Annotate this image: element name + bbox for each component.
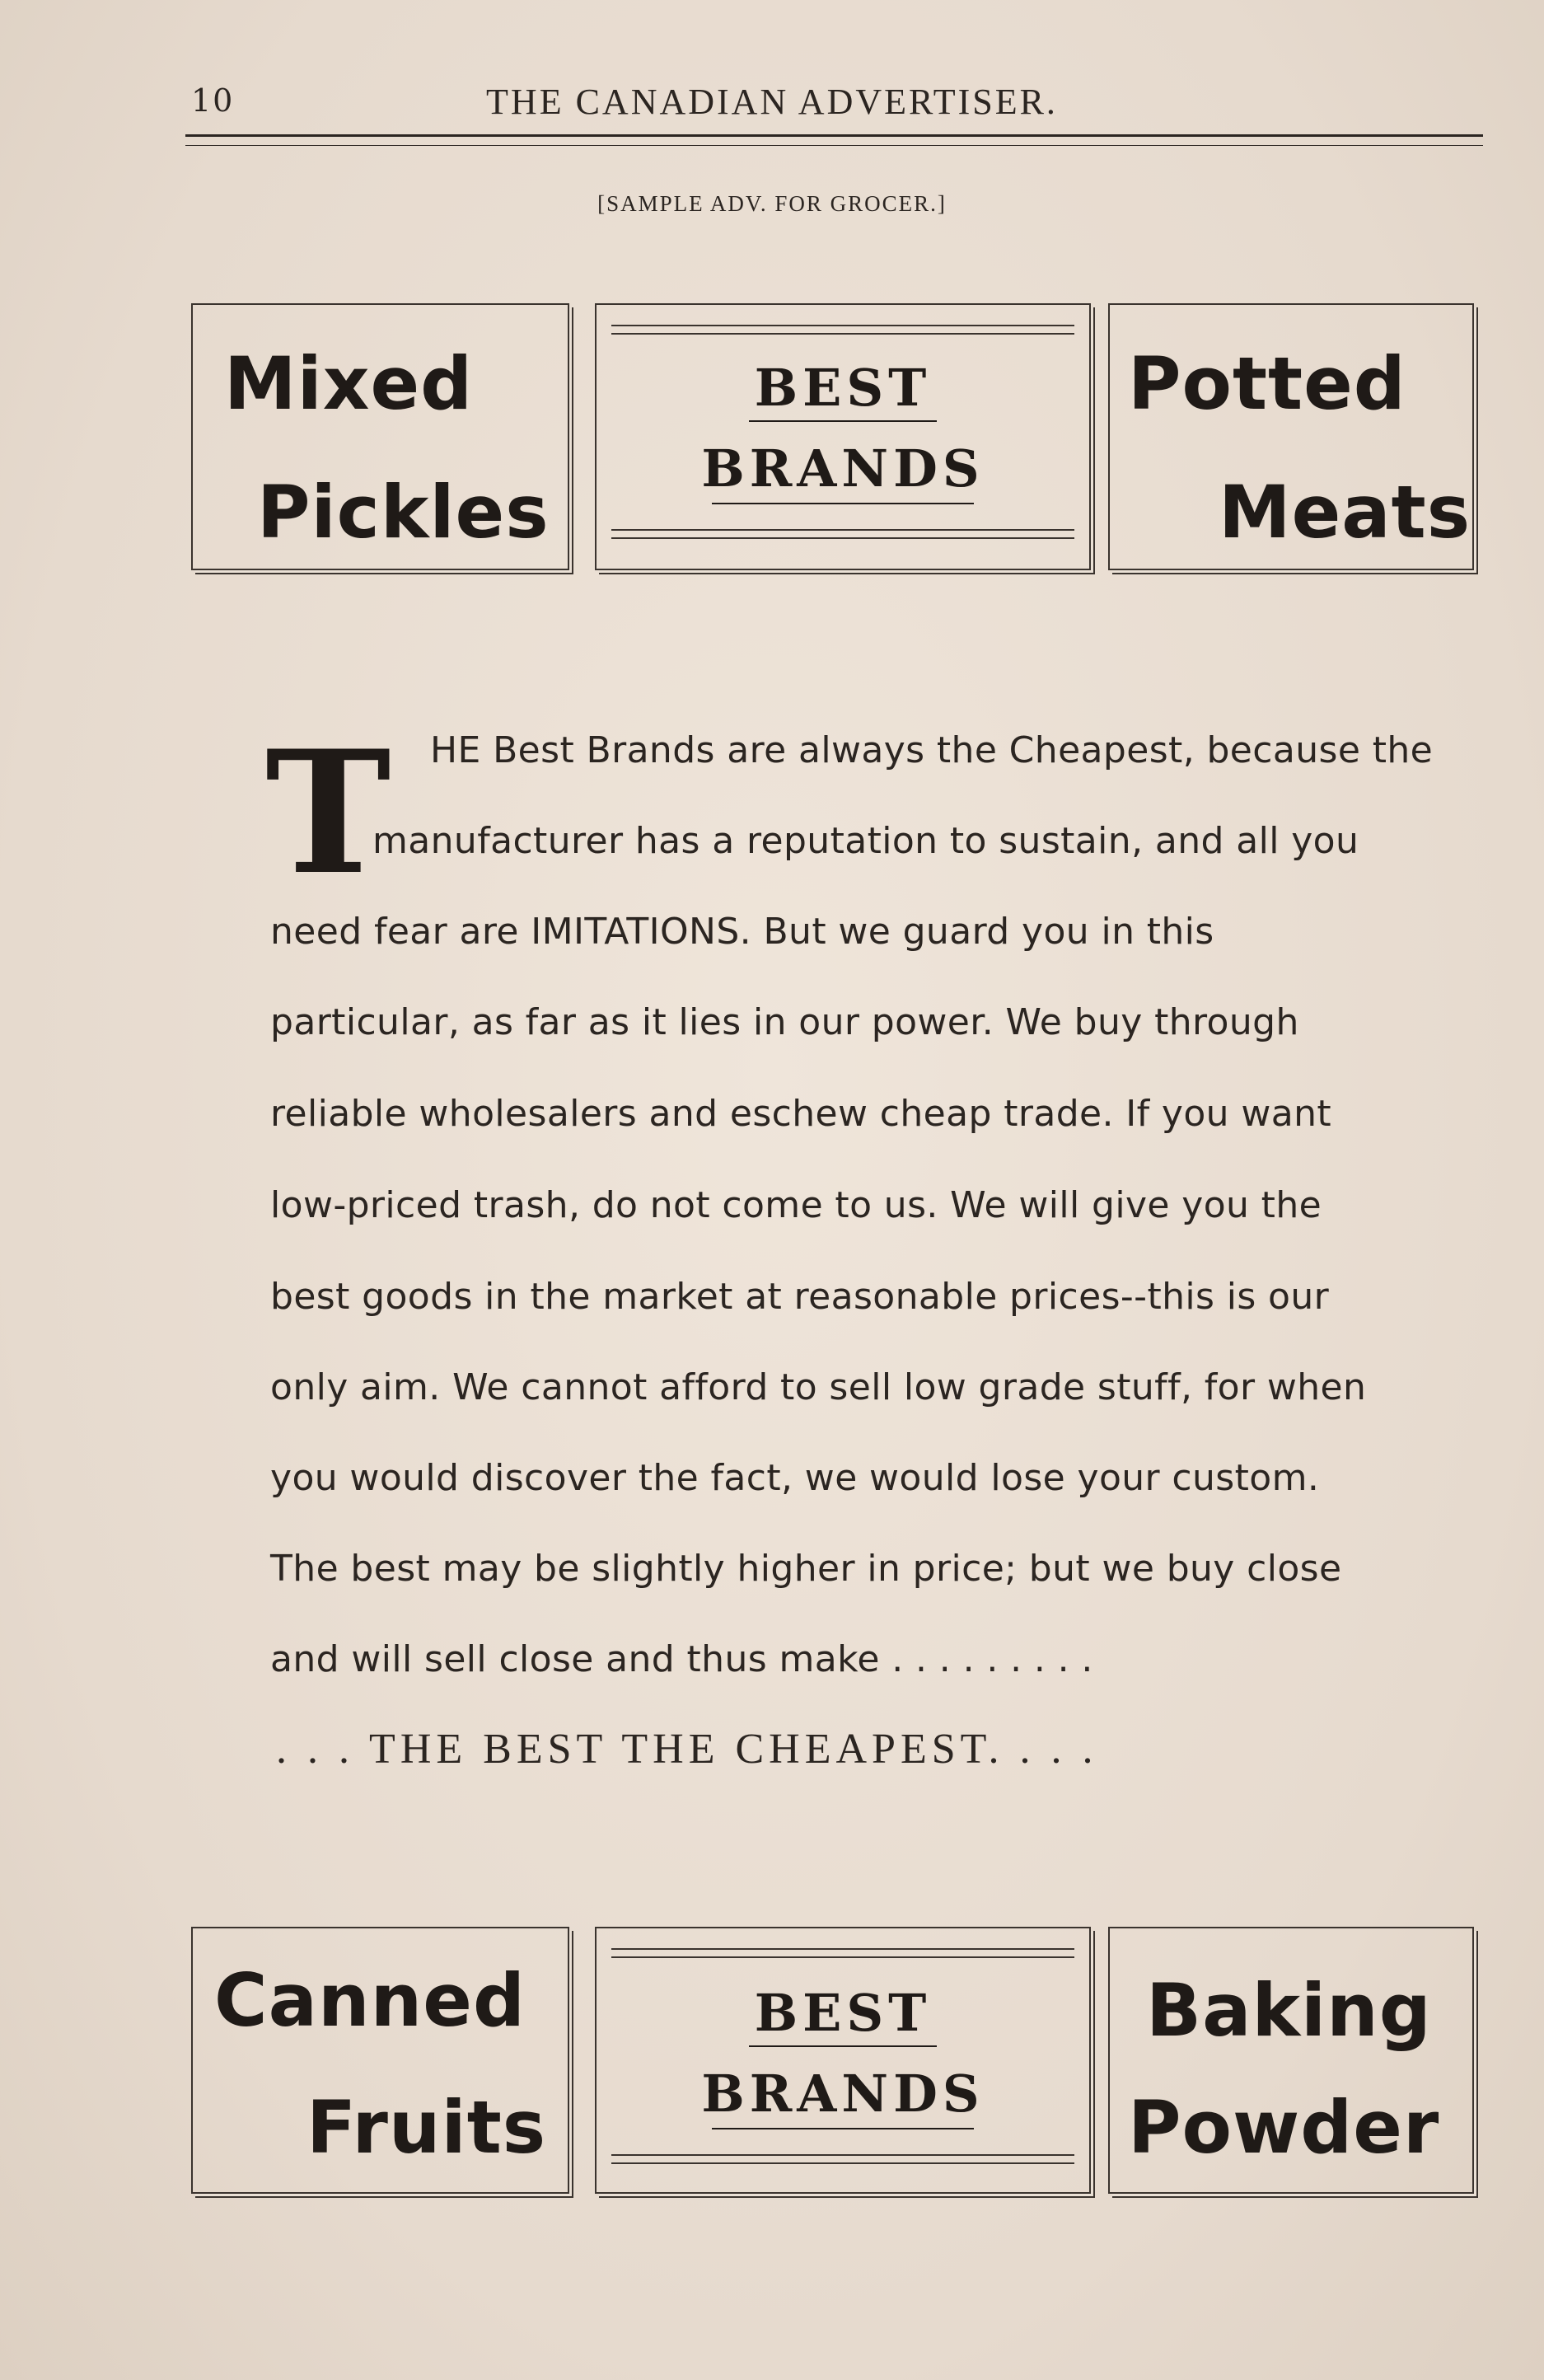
header-rule-thin [185, 145, 1483, 146]
header-rule [185, 134, 1483, 137]
bottom-panel-row [189, 1927, 1479, 2199]
brand-underline [712, 2128, 974, 2129]
body-line: reliable wholesalers and eschew cheap trade. If you want [270, 1093, 1332, 1135]
panel-word: Baking [1146, 1968, 1432, 2053]
brand-underline [712, 503, 974, 504]
brand-word: BEST [754, 358, 932, 418]
brand-word: BRANDS [701, 438, 985, 499]
body-line: best goods in the market at reasonable prices--this is our [270, 1276, 1330, 1318]
panel-best-brands-top [595, 303, 1091, 570]
panel-word: Mixed [224, 341, 474, 426]
body-line: and will sell close and thus make . . . . . . . . . [270, 1638, 1093, 1680]
panel-word: Canned [214, 1958, 526, 2043]
body-line: low-priced trash, do not come to us. We will give you the [270, 1184, 1322, 1226]
body-line: HE Best Brands are always the Cheapest, because the [430, 729, 1434, 771]
running-title: THE CANADIAN ADVERTISER. [486, 82, 1058, 122]
panel-rule [611, 325, 1074, 326]
panel-baking-powder [1108, 1927, 1474, 2194]
panel-best-brands-bottom [595, 1927, 1091, 2194]
body-line: you would discover the fact, we would lose your custom. [270, 1457, 1320, 1499]
brand-word: BEST [754, 1983, 932, 2043]
panel-word: Powder [1128, 2085, 1440, 2170]
panel-rule [611, 537, 1074, 539]
panel-word: Pickles [257, 470, 550, 555]
panel-word: Potted [1128, 341, 1406, 426]
page-number: 10 [191, 82, 235, 119]
top-panel-row [189, 303, 1479, 575]
body-line: need fear are IMITATIONS. But we guard you in this [270, 911, 1214, 953]
closing-slogan: . . . THE BEST THE CHEAPEST. . . . [276, 1726, 1098, 1773]
panel-canned-fruits [191, 1927, 569, 2194]
panel-word: Fruits [306, 2085, 547, 2170]
body-line: The best may be slightly higher in price; but we buy close [270, 1548, 1342, 1590]
panel-potted-meats [1108, 303, 1474, 570]
panel-word: Meats [1219, 470, 1471, 555]
body-line: manufacturer has a reputation to sustain, and all you [372, 820, 1359, 862]
panel-mixed-pickles [191, 303, 569, 570]
body-line: only aim. We cannot afford to sell low grade stuff, for when [270, 1366, 1367, 1408]
panel-rule [611, 1948, 1074, 1950]
brand-word: BRANDS [701, 2064, 985, 2124]
drop-cap: T [265, 714, 391, 912]
body-line: particular, as far as it lies in our power. We buy through [270, 1001, 1299, 1043]
panel-rule [611, 1956, 1074, 1958]
panel-rule [611, 2154, 1074, 2156]
sample-label: [SAMPLE ADV. FOR GROCER.] [597, 191, 947, 216]
panel-rule [611, 333, 1074, 335]
panel-rule [611, 2162, 1074, 2164]
brand-underline [749, 2045, 937, 2047]
panel-rule [611, 529, 1074, 531]
brand-underline [749, 420, 937, 422]
